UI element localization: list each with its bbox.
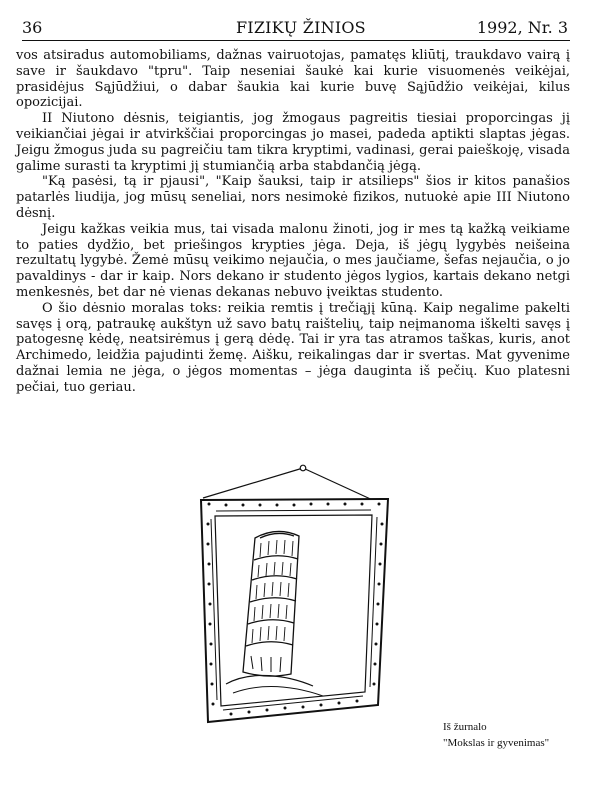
article-body [16, 48, 570, 396]
paragraph-third-law: Jeigu kažkas veikia mus, tai visada malonu žinoti, jog ir mes tą kažką veikiame to paties dydžio, bet priešingos krypties jėga. Deja, iš jėgų lygybės neišeina rezultatų lygybė. Žemė mūsų veikimo nejaučia, o mes jaučiame, šefas nejaučia, o jo pavaldinys - dar ir kaip. Nors dekano ir studento jėgos lygios, kartais dekano netgi menkesnės, bet dar nė vienas dekanas nebuvo įveiktas studento. [16, 221, 570, 300]
paragraph-second-law: II Niutono dėsnis, teigiantis, jog žmogaus pagreitis tiesiai proporcingas jį veikiančiai jėgai ir atvirkščiai proporcingas jo masei, padeda aptikti slaptas jėgas. Jeigu žmogus juda su pagreičiu tam tikra kryptimi, vadinasi, gerai paieškoję, visada galime surasti ta kryptimi jį stumiančią arba stabdančią jėgą. [16, 111, 570, 174]
issue-number: 1992, Nr. 3 [476, 18, 568, 37]
page-header [22, 16, 570, 41]
paragraph-moral: O šio dėsnio moralas toks: reikia remtis į trečiąjį kūną. Kaip negalime pakelti savęs į orą, patraukę aukštyn už savo batų raištelių, taip neįmanoma iškelti savęs į patogesnę kėdę, neatsirėmus į gerą dėdę. Tai ir yra tas atramos taškas, kuris, anot Archimedo, leidžia pajudinti žemę. Aišku, reikalingas dar ir svertas. Mat gyvenime dažnai lemia ne jėga, o jėgos momentas – jėga dauginta iš pečių. Kuo platesni pečiai, tuo geriau. [16, 300, 570, 395]
paragraph-opening: vos atsiradus automobiliams, dažnas vairuotojas, pamatęs kliūtį, traukdavo vairą į save ir šaukdavo "tpru". Taip neseniai šaukė kai kurie visuomenės veikėjai, prasidėjus Sąjūdžiui, o dabar šaukia kai kurie buvę Sąjūdžio veikėjai, kilus opozicijai. [16, 48, 570, 111]
paragraph-proverbs: "Ką pasėsi, tą ir pjausi", "Kaip šauksi, taip ir atsilieps" šios ir kitos panašios patarlės liudija, jog mūsų seneliai, nors nesimokė fizikos, nutuokė apie III Niutono dėsnį. [16, 174, 570, 221]
page-number: 36 [22, 18, 43, 37]
illustration-caption [443, 719, 563, 751]
caption-source-line: Iš žurnalo [443, 721, 487, 733]
leaning-tower-picture-illustration [181, 464, 413, 732]
journal-title: FIZIKŲ ŽINIOS [236, 18, 366, 37]
caption-journal-name: "Mokslas ir gyvenimas" [443, 737, 550, 749]
hanging-wire [203, 465, 377, 502]
